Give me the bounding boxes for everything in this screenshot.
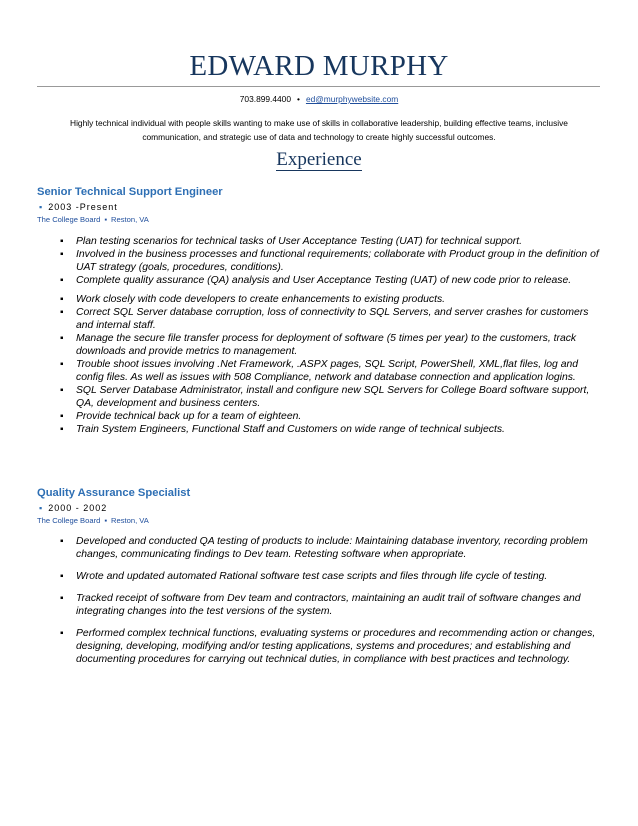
job-title: Senior Technical Support Engineer xyxy=(37,186,223,198)
company-separator: ▪ xyxy=(104,215,108,224)
bullet-item: ▪ SQL Server Database Administrator, install and configure new SQL Servers for College Board software support, QA, development and business centers. xyxy=(63,384,603,410)
job-company xyxy=(37,215,149,224)
bullet-item: ▪ Manage the secure file transfer process for deployment of software (5 times per year) to the customers, track downloads and provide metrics to management. xyxy=(63,332,603,358)
company-name: The College Board xyxy=(37,215,101,224)
bullet-item: ▪ Correct SQL Server database corruption, loss of connectivity to SQL Servers, and server crashes for customers and internal staff. xyxy=(63,306,603,332)
bullet-item: ▪ Wrote and updated automated Rational software test case scripts and files through life cycle of testing. xyxy=(63,570,603,583)
job-dates xyxy=(37,503,107,513)
job-dates-text: 2003 -Present xyxy=(48,202,118,212)
contact-separator: • xyxy=(297,94,300,104)
email-link[interactable]: ed@murphywebsite.com xyxy=(305,94,399,104)
bullet-item: ▪ Provide technical back up for a team of eighteen. xyxy=(63,410,603,423)
job-dates-text: 2000 - 2002 xyxy=(48,503,108,513)
job-bullets xyxy=(63,235,603,436)
bullet-item: ▪ Plan testing scenarios for technical tasks of User Acceptance Testing (UAT) for technical support. xyxy=(63,235,603,248)
bullet-item: ▪ Complete quality assurance (QA) analysis and User Acceptance Testing (UAT) of new code prior to release. xyxy=(63,274,603,287)
bullet-item: ▪ Developed and conducted QA testing of products to include: Maintaining database inventory, recording problem changes, communicating findings to Dev team. Retesting software when appropriate. xyxy=(63,535,603,561)
bullet-item: ▪ Involved in the business processes and functional requirements; collaborate with Product group in the definition of UAT strategy (goals, procedures, conditions). xyxy=(63,248,603,274)
professional-summary: Highly technical individual with people skills wanting to make use of skills in collaborative leadership, building effective teams, inclusive communication, and strategic use of data and technology to create highly successful outcomes. xyxy=(70,118,568,142)
bullet-item: ▪ Performed complex technical functions, evaluating systems or procedures and recommending action or changes, designing, developing, modifying and/or testing applications, systems and procedures; and establishing and documenting procedures for carrying out technical duties, in compliance with best practices and technology. xyxy=(63,627,603,666)
job-company xyxy=(37,516,149,525)
company-separator: ▪ xyxy=(104,516,108,525)
job-title: Quality Assurance Specialist xyxy=(37,487,191,499)
job-dates xyxy=(37,202,118,212)
company-location: Reston, VA xyxy=(111,516,149,525)
section-heading-experience xyxy=(0,149,638,171)
date-bullet: ▪ xyxy=(39,503,44,513)
section-title: Experience xyxy=(276,149,362,170)
bullet-item: ▪ Tracked receipt of software from Dev team and contractors, maintaining an audit trail of software changes and integrating changes into the test versions of the system. xyxy=(63,592,603,618)
company-name: The College Board xyxy=(37,516,101,525)
company-location: Reston, VA xyxy=(111,215,149,224)
date-bullet: ▪ xyxy=(39,202,44,212)
bullet-item: ▪ Train System Engineers, Functional Staff and Customers on wide range of technical subjects. xyxy=(63,423,603,436)
phone-number: 703.899.4400 xyxy=(239,94,291,104)
bullet-item: ▪ Trouble shoot issues involving .Net Framework, .ASPX pages, SQL Script, PowerShell, XML,flat files, log and config files. As well as issues with 508 Compliance, network and database connection and application logins. xyxy=(63,358,603,384)
contact-line xyxy=(0,94,638,104)
candidate-name: EDWARD MURPHY xyxy=(189,50,449,82)
header-divider xyxy=(37,86,600,87)
job-bullets xyxy=(63,535,603,666)
bullet-item: ▪ Work closely with code developers to create enhancements to existing products. xyxy=(63,293,603,306)
